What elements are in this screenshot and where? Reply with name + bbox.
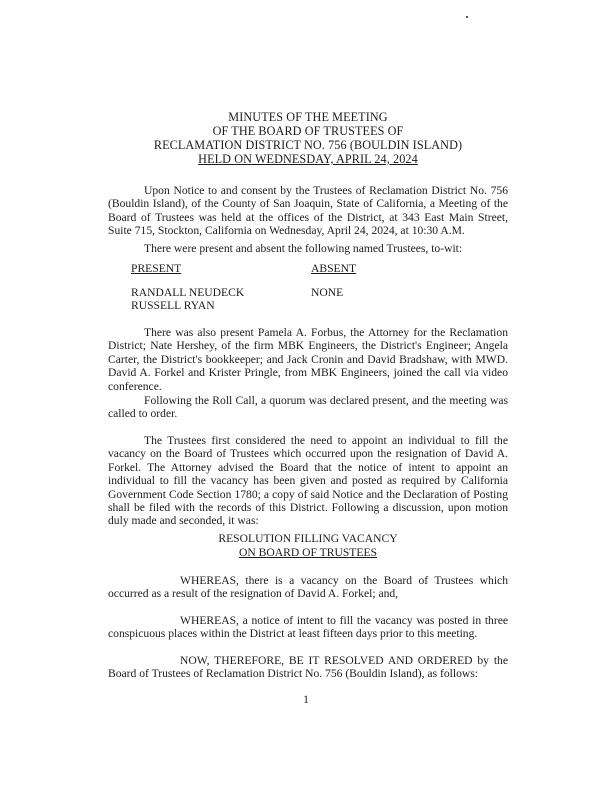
- also-present-paragraph: There was also present Pamela A. Forbus, the Attorney for the Reclamation District; Nate Hershey, of the firm MBK Engineers, the District's Engineer; Angela Carter, the District's bookkeeper; and Jack Cronin and David Bradshaw, with MWD. David A. Forkel and Krister Pringle, from MBK Engineers, joined the call via video conference.: [108, 326, 508, 393]
- resolution-line-1: RESOLUTION FILLING VACANCY: [218, 532, 398, 545]
- page-number: 1: [303, 693, 309, 706]
- absent-trustee-1: NONE: [311, 286, 344, 299]
- resolution-line-2: ON BOARD OF TRUSTEES: [239, 546, 377, 559]
- whereas-paragraph-1: WHEREAS, there is a vacancy on the Board of Trustees which occurred as a result of the resignation of David A. Forkel; and,: [108, 574, 508, 601]
- present-header: PRESENT: [131, 262, 182, 275]
- absent-header: ABSENT: [311, 262, 357, 275]
- title-line-1: MINUTES OF THE MEETING: [228, 110, 388, 124]
- roll-call-paragraph: Following the Roll Call, a quorum was declared present, and the meeting was called to order.: [108, 394, 508, 421]
- present-trustee-1: RANDALL NEUDECK: [131, 286, 245, 299]
- now-therefore-paragraph: NOW, THEREFORE, BE IT RESOLVED AND ORDERED by the Board of Trustees of Reclamation District No. 756 (Bouldin Island), as follows:: [108, 654, 508, 681]
- intro-paragraph: Upon Notice to and consent by the Trustees of Reclamation District No. 756 (Bouldin Island), of the County of San Joaquin, State of California, a Meeting of the Board of Trustees was held at the offices of the District, at 343 East Main Street, Suite 715, Stockton, California on Wednesday, April 24, 2024, at 10:30 A.M.: [108, 184, 508, 238]
- title-line-3: RECLAMATION DISTRICT NO. 756 (BOULDIN ISLAND): [153, 138, 463, 152]
- scan-speck: [466, 16, 468, 18]
- whereas-paragraph-2: WHEREAS, a notice of intent to fill the vacancy was posted in three conspicuous places within the District at least fifteen days prior to this meeting.: [108, 614, 508, 641]
- present-trustee-2: RUSSELL RYAN: [131, 299, 215, 312]
- vacancy-paragraph: The Trustees first considered the need to appoint an individual to fill the vacancy on the Board of Trustees which occurred upon the resignation of David A. Forkel. The Attorney advised the Board that the notice of intent to appoint an individual to fill the vacancy has been given and posted as required by California Government Code Section 1780; a copy of said Notice and the Declaration of Posting shall be filed with the records of this District. Following a discussion, upon motion duly made and seconded, it was:: [108, 434, 508, 528]
- title-line-2: OF THE BOARD OF TRUSTEES OF: [212, 124, 404, 138]
- title-line-4: HELD ON WEDNESDAY, APRIL 24, 2024: [198, 152, 418, 166]
- present-absent-intro: There were present and absent the following named Trustees, to-wit:: [144, 242, 463, 255]
